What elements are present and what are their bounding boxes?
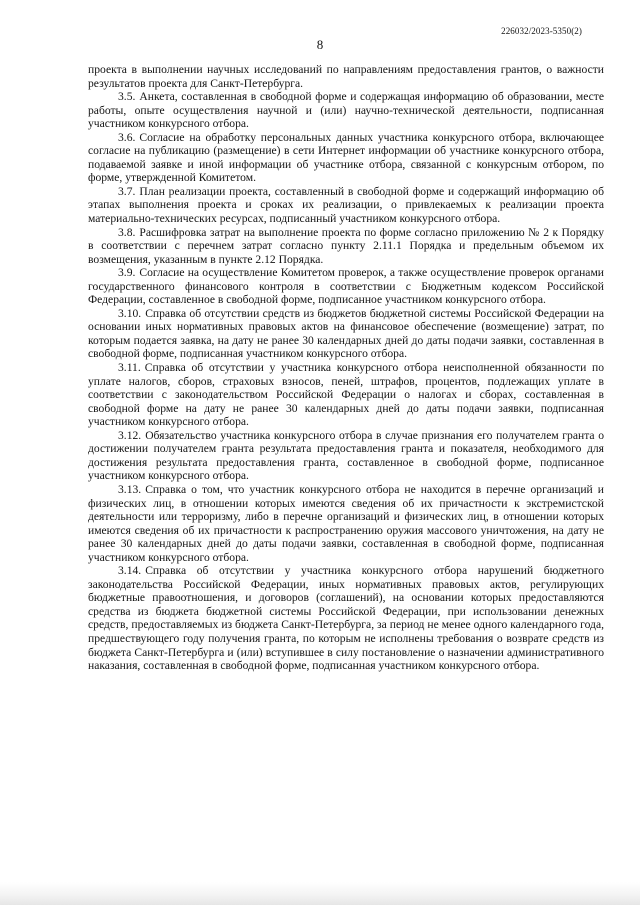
paragraph-text: Обязательство участника конкурсного отбора в случае признания его получателем гранта о достижении получателем гранта результата предоставления гранта и показателя, необходимого для достижения результата предоставления гранта, составленное в свободной форме, подписанное участником конкурсного отбора. — [88, 428, 604, 483]
scan-bottom-edge — [0, 882, 640, 905]
paragraph-3-7 — [88, 185, 604, 226]
paragraph-3-8 — [88, 226, 604, 267]
paragraph-text: Согласие на осуществление Комитетом проверок, а также осуществление проверок органами государственного финансового контроля в соответствии с Бюджетным кодексом Российской Федерации, составленное в свободной форме, подписанное участником конкурсного отбора. — [88, 266, 604, 307]
paragraph-continuation — [88, 63, 604, 90]
paragraph-3-5 — [88, 90, 604, 131]
paragraph-number: 3.14. — [118, 564, 142, 578]
paragraph-3-9 — [88, 266, 604, 307]
paragraph-number: 3.11. — [118, 361, 141, 375]
paragraph-number: 3.9. — [118, 266, 136, 280]
paragraph-3-13 — [88, 483, 604, 564]
paragraph-3-6 — [88, 131, 604, 185]
paragraph-text: План реализации проекта, составленный в свободной форме и содержащий информацию об этапах выполнения проекта и сроках их реализации, о привлекаемых к реализации проекта материально-технических ресурсах, подписанный участником конкурсного отбора. — [88, 184, 604, 226]
paragraph-text: Справка о том, что участник конкурсного отбора не находится в перечне организаций и физических лиц, в отношении которых имеются сведения об их причастности к экстремистской деятельности или терроризму, либо в перечне организаций и физических лиц, в отношении которых имеются сведения об их причастности к распространению оружия массового уничтожения, на дату не ранее 30 календарных дней до даты подачи заявки, составленная в свободной форме, подписанная участником конкурсного отбора. — [88, 482, 604, 564]
paragraph-number: 3.6. — [118, 130, 136, 144]
paragraph-3-12 — [88, 429, 604, 483]
paragraph-number: 3.7. — [118, 184, 136, 198]
paragraph-text: проекта в выполнении научных исследований по направлениям предоставления грантов, о важности результатов проекта для Санкт-Петербурга. — [88, 63, 604, 90]
paragraph-text: Анкета, составленная в свободной форме и содержащая информацию об образовании, месте работы, опыте осуществления научной и (или) научно-технической деятельности, подписанная участником конкурсного отбора. — [88, 90, 604, 131]
paragraph-number: 3.10. — [118, 306, 142, 320]
paragraph-number: 3.5. — [118, 90, 136, 104]
page-number: 8 — [316, 37, 324, 52]
paragraph-text: Справка об отсутствии у участника конкурсного отбора неисполненной обязанности по уплате налогов, сборов, страховых взносов, пеней, штрафов, процентов, подлежащих уплате в соответствии с законодательством Российской Федерации о налогах и сборах, составленная в свободной форме на дату не ранее 30 календарных дней до даты подачи заявки, подписанная участником конкурсного отбора. — [88, 361, 604, 429]
paragraph-3-11 — [88, 361, 604, 429]
paragraph-text: Расшифровка затрат на выполнение проекта по форме согласно приложению № 2 к Порядку в соответствии с перечнем затрат согласно пункту 2.11.1 Порядка и предельным объемом их возмещения, указанным в пункте 2.12 Порядка. — [88, 225, 604, 266]
paragraph-3-14 — [88, 564, 604, 672]
document-registration-number: 226032/2023-5350(2) — [501, 26, 582, 36]
paragraph-3-10 — [88, 307, 604, 361]
paragraph-text: Справка об отсутствии у участника конкурсного отбора нарушений бюджетного законодательства Российской Федерации, иных нормативных правовых актов, регулирующих бюджетные правоотношения, и договоров (соглашений), на основании которых предоставляются средства из бюджета бюджетной системы Российской Федерации, при использовании денежных средств, предоставляемых из бюджета Санкт-Петербурга, за период не менее одного календарного года, предшествующего году получения гранта, по которым не исполнены требования о возврате средств из бюджета Санкт-Петербурга и (или) вступившее в силу постановление о назначении административного наказания, составленная в свободной форме, подписанная участником конкурсного отбора. — [88, 564, 604, 673]
paragraph-number: 3.12. — [118, 428, 142, 442]
paragraph-text: Справка об отсутствии средств из бюджетов бюджетной системы Российской Федерации на основании иных нормативных правовых актов на финансовое обеспечение (возмещение) затрат, по которым подается заявка, на дату не ранее 30 календарных дней до даты подачи заявки, составленная в свободной форме, подписанная участником конкурсного отбора. — [88, 306, 604, 361]
document-body — [88, 63, 604, 673]
paragraph-text: Согласие на обработку персональных данных участника конкурсного отбора, включающее согласие на публикацию (размещение) в сети Интернет информации об участнике конкурсного отбора, подаваемой заявке и иной информации об участнике отбора, связанной с конкурсным отбором, по форме, утвержденной Комитетом. — [88, 130, 604, 185]
paragraph-number: 3.8. — [118, 225, 136, 239]
paragraph-number: 3.13. — [118, 482, 142, 496]
